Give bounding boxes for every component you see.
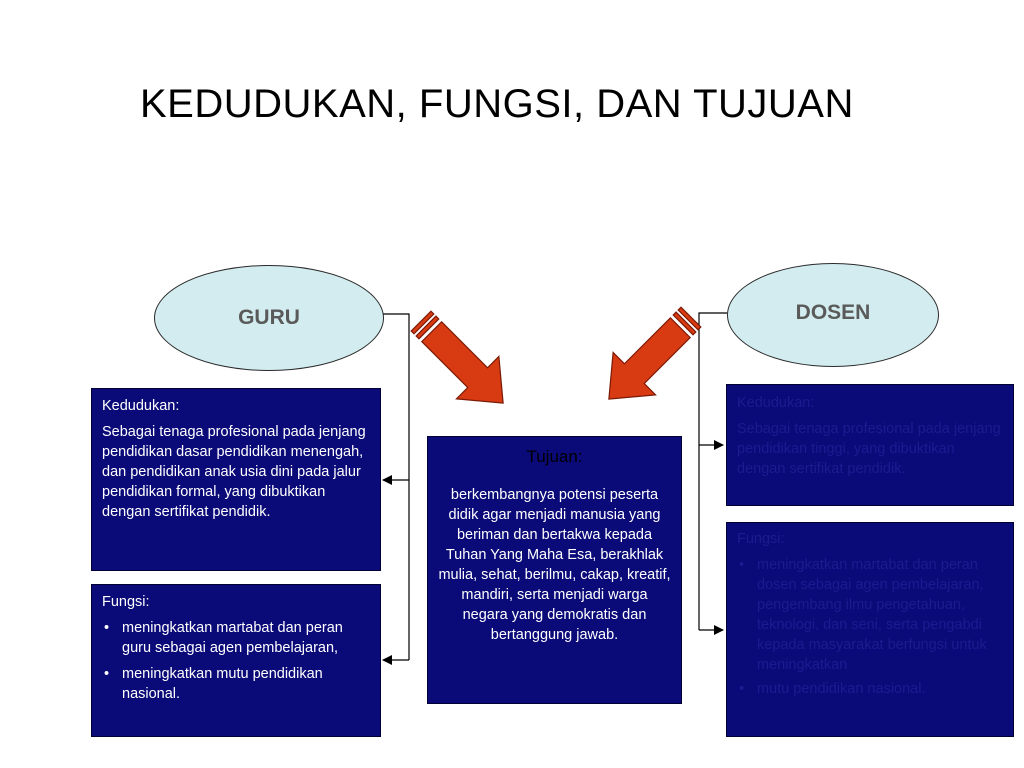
guru-label: GURU [238, 306, 300, 329]
tujuan-heading: Tujuan: [526, 447, 583, 466]
dosen-fungsi-list [737, 555, 1003, 699]
guru-fungsi-heading: Fungsi: [102, 594, 150, 610]
list-item: • mutu pendidikan nasional. [737, 679, 1003, 699]
guru-fungsi-box [91, 584, 381, 737]
guru-ellipse [154, 265, 384, 371]
list-item: • meningkatkan martabat dan peran guru sebagai agen pembelajaran, [102, 618, 370, 658]
dosen-fungsi-box [726, 522, 1014, 737]
dosen-ellipse [727, 263, 939, 367]
tujuan-text: berkembangnya potensi peserta didik agar menjadi manusia yang beriman dan bertakwa kepada Tuhan Yang Maha Esa, berakhlak mulia, sehat, berilmu, cakap, kreatif, mandiri, serta menjadi warga negara yang demokratis dan bertanggung jawab. [438, 487, 671, 643]
dosen-kedudukan-text: Sebagai tenaga profesional pada jenjang pendidikan tinggi, yang dibuktikan dengan sertifikat pendidik. [737, 421, 1001, 477]
dosen-fungsi-heading: Fungsi: [737, 531, 785, 547]
page-title: KEDUDUKAN, FUNGSI, DAN TUJUAN [140, 82, 854, 126]
guru-kedudukan-text: Sebagai tenaga profesional pada jenjang pendidikan dasar pendidikan menengah, dan pendidikan anak usia dini pada jalur pendidikan formal, yang dibuktikan dengan sertifikat pendidik. [102, 424, 366, 520]
tujuan-box [427, 436, 682, 704]
dosen-connector [699, 313, 727, 630]
guru-kedudukan-box [91, 388, 381, 571]
guru-connector [383, 314, 409, 660]
guru-fungsi-list [102, 618, 370, 704]
dosen-kedudukan-heading: Kedudukan: [737, 395, 815, 411]
dosen-kedudukan-box [726, 384, 1014, 506]
list-item: • meningkatkan martabat dan peran dosen sebagai agen pembelajaran, pengembang ilmu pengetahuan, teknologi, dan seni, serta pengabdi kepada masyarakat berfungsi untuk meningkatkan [737, 555, 1003, 675]
dosen-label: DOSEN [795, 301, 871, 324]
left-block-arrow [400, 300, 524, 424]
list-item: • meningkatkan mutu pendidikan nasional. [102, 664, 370, 704]
guru-kedudukan-heading: Kedudukan: [102, 398, 180, 414]
right-block-arrow [588, 296, 712, 420]
